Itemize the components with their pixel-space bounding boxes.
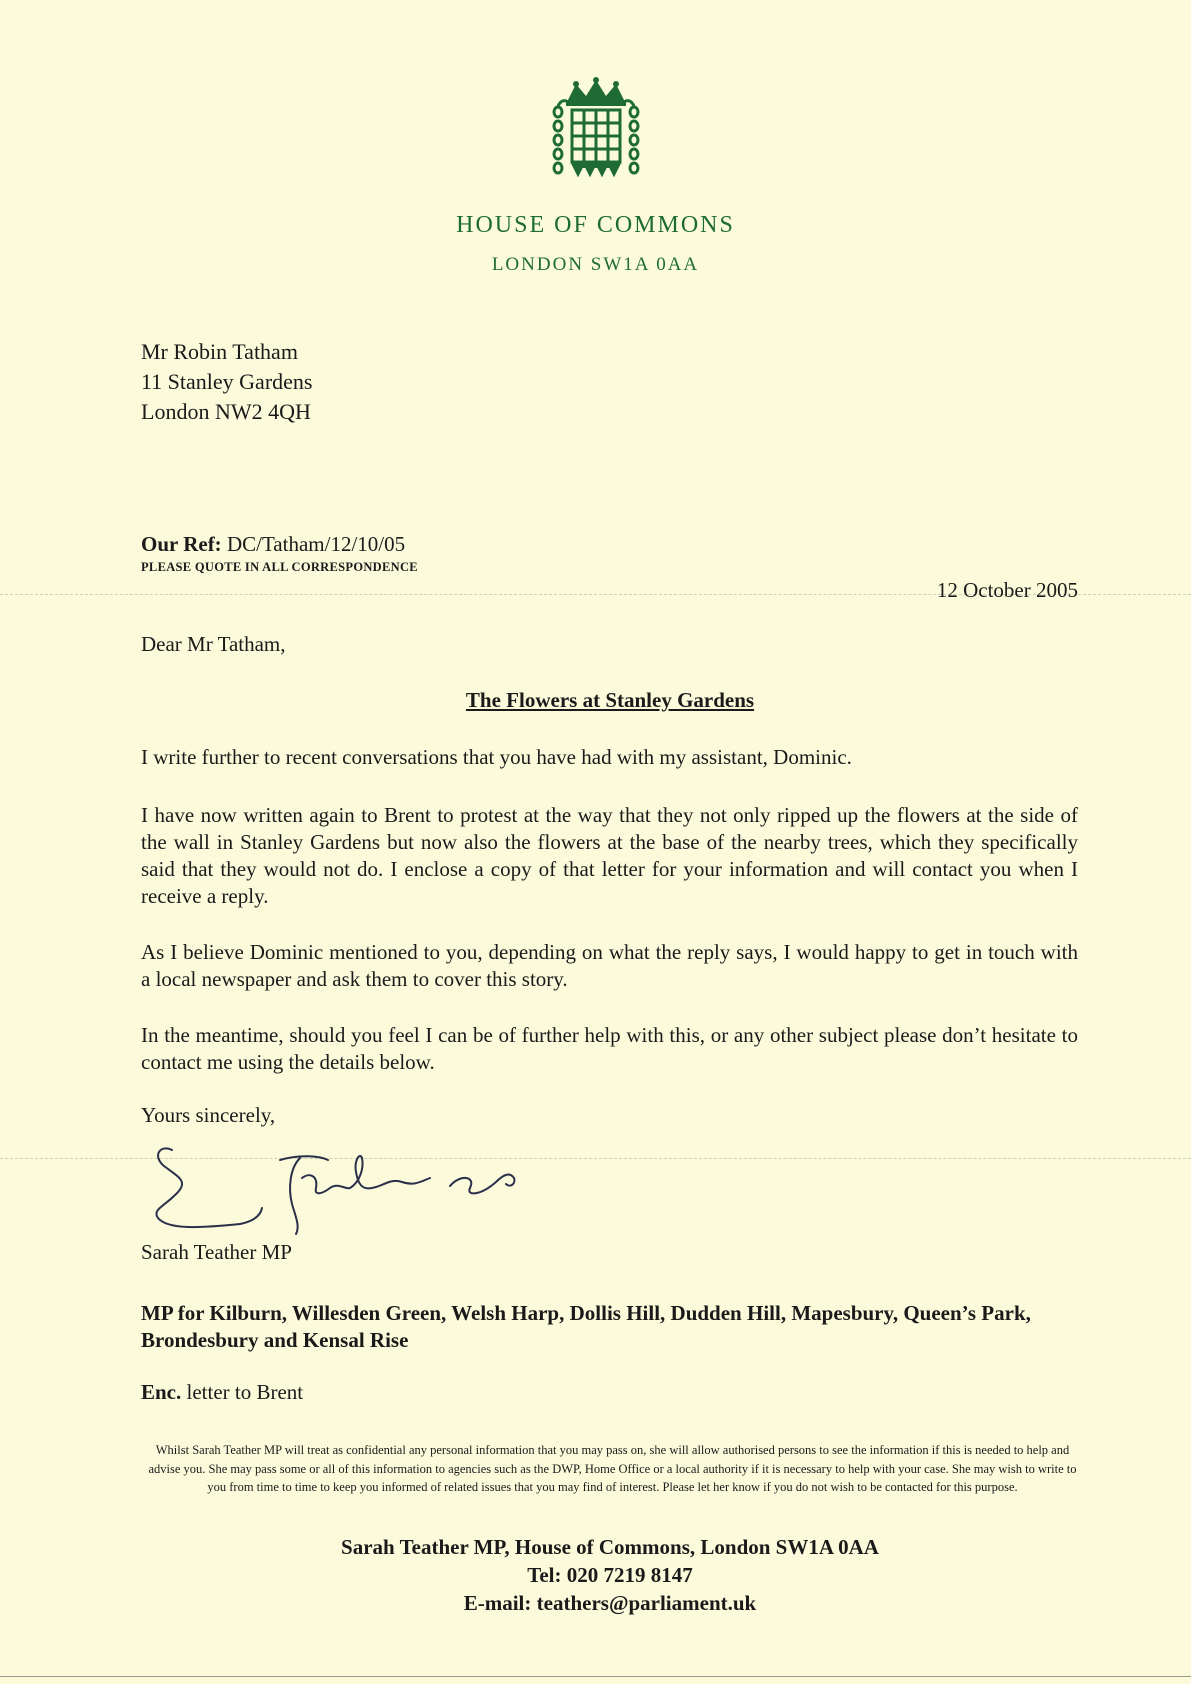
letterhead-address: LONDON SW1A 0AA — [491, 254, 700, 275]
portcullis-crest-icon — [548, 76, 644, 188]
closing: Yours sincerely, — [141, 1103, 276, 1127]
recipient-city: London NW2 4QH — [141, 399, 311, 424]
body-paragraph: I have now written again to Brent to protest at the way that they not only ripped up the flowers at the side of the wall in Stanley Gardens but now also the flowers at the base of the nearby trees, which they specifically said that they would not do. I enclose a copy of that letter for your information and will contact you when I receive a reply. — [141, 803, 1078, 908]
enclosure-label: Enc. — [141, 1380, 182, 1404]
footer-contact — [0, 1533, 1191, 1617]
body-paragraph: I write further to recent conversations that you have had with my assistant, Dominic. — [141, 745, 852, 769]
letterhead-title: HOUSE OF COMMONS — [456, 212, 735, 238]
footer-email: E-mail: teathers@parliament.uk — [463, 1591, 757, 1615]
constituency-line: MP for Kilburn, Willesden Green, Welsh Harp, Dollis Hill, Dudden Hill, Mapesbury, Queen’s Park, Brondesbury and Kensal Rise — [141, 1301, 1031, 1352]
subject-heading: The Flowers at Stanley Gardens — [465, 688, 755, 712]
recipient-name: Mr Robin Tatham — [141, 339, 298, 364]
handwritten-signature-icon — [150, 1138, 560, 1238]
reference-value: DC/Tatham/12/10/05 — [226, 532, 406, 556]
footer-tel: Tel: 020 7219 8147 — [527, 1563, 693, 1587]
enclosure-line — [141, 1380, 303, 1405]
privacy-notice: Whilst Sarah Teather MP will treat as confidential any personal information that you may pass on, she will allow authorised persons to see the information if this is needed to help and advise you. She may pass some or all of this information to agencies such as the DWP, Home Office or a local authority if it is necessary to help with your case. She may wish to write to you from time to time to keep you informed of related issues that you may find of interest. Please let her know if you do not wish to be contacted for this purpose. — [148, 1443, 1077, 1494]
reference-note: PLEASE QUOTE IN ALL CORRESPONDENCE — [141, 560, 418, 574]
recipient-address — [141, 337, 312, 427]
reference-line — [141, 532, 405, 557]
recipient-street: 11 Stanley Gardens — [141, 369, 313, 394]
body-paragraph: In the meantime, should you feel I can be of further help with this, or any other subject please don’t hesitate to contact me using the details below. — [141, 1023, 1078, 1074]
page-edge-line — [0, 1676, 1191, 1677]
body-paragraph: As I believe Dominic mentioned to you, depending on what the reply says, I would happy to get in touch with a local newspaper and ask them to cover this story. — [141, 940, 1078, 991]
salutation: Dear Mr Tatham, — [141, 632, 286, 656]
footer-address: Sarah Teather MP, House of Commons, London SW1A 0AA — [341, 1535, 879, 1559]
signatory-name: Sarah Teather MP — [141, 1240, 292, 1264]
enclosure-text: letter to Brent — [186, 1380, 304, 1404]
reference-label: Our Ref: — [141, 532, 222, 556]
letter-date: 12 October 2005 — [936, 578, 1078, 602]
